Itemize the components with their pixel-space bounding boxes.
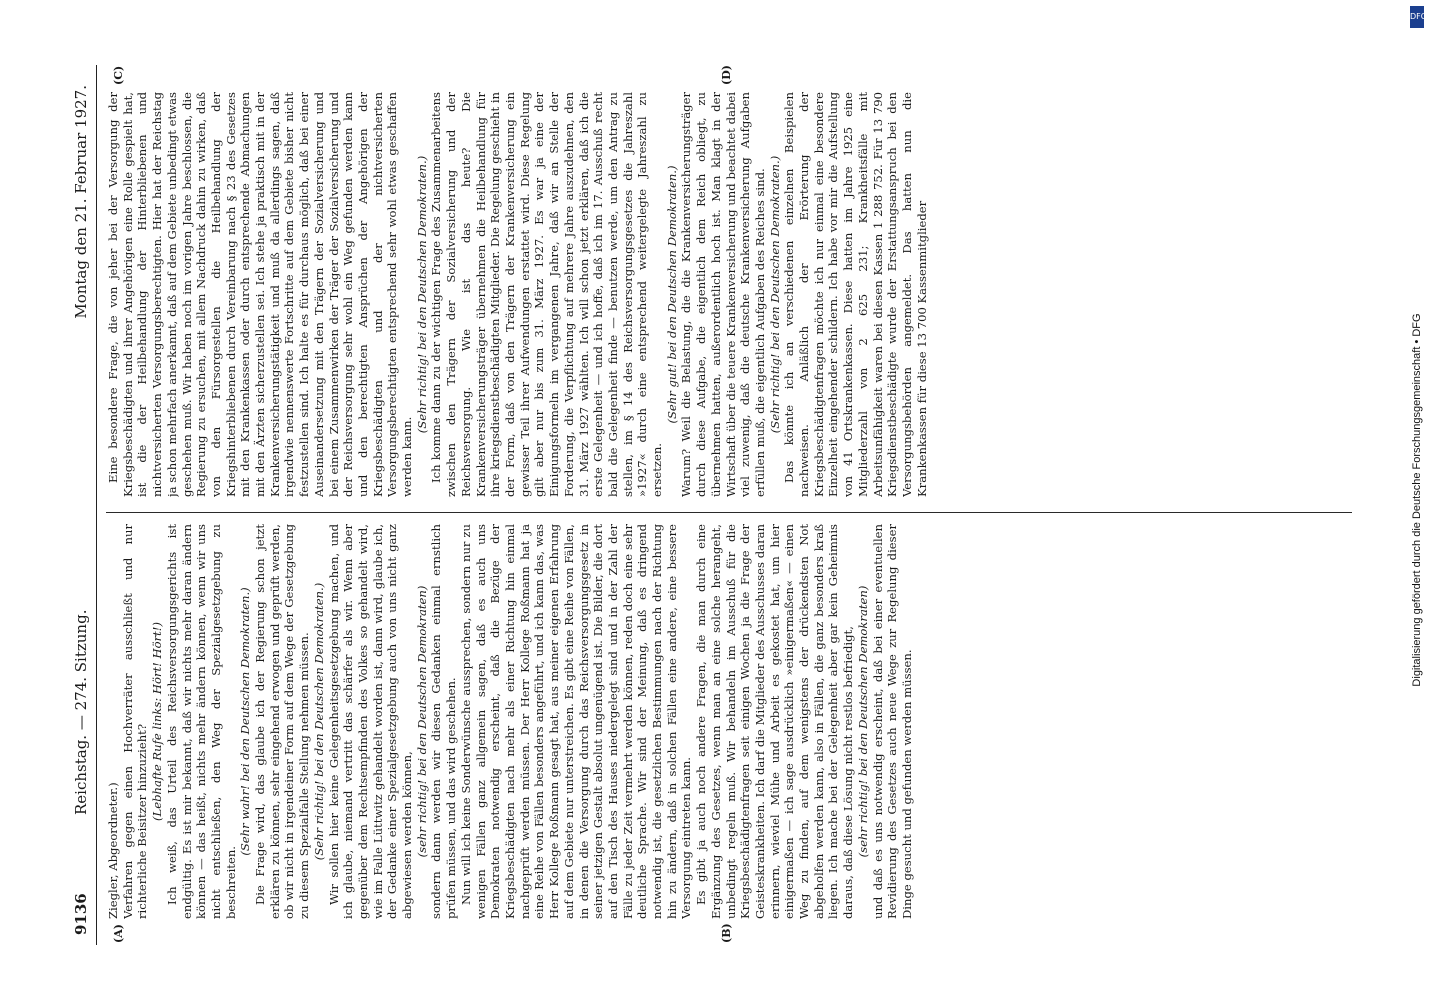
right-running-title: Montag den 21. Februar 1927. xyxy=(72,85,90,319)
paragraph: Ziegler, Abgeordneter.) xyxy=(106,782,120,919)
interjection: (Sehr richtig! bei den Deutschen Demokraten.) xyxy=(311,582,326,861)
paragraph: sondern dann werden wir diesen Gedanken einmal ernstlich prüfen müssen, und das wird geschehen. xyxy=(429,524,459,919)
paragraph: Ich weiß, das Urteil des Reichsversorgungsgerichts ist endgültig. Es ist mir bekannt, daß wir nichts mehr daran ändern können — das heißt, nichts mehr ändern können, wenn wir uns nicht entschließen, den Weg der Spezialgesetzgebung zu beschreiten. xyxy=(164,524,238,919)
page-number: 9136 xyxy=(72,893,90,935)
margin-marker-c: (C) xyxy=(112,65,125,85)
interjection: (Lebhafte Rufe links: Hört! Hört!) xyxy=(150,622,165,821)
document-page xyxy=(70,65,1360,945)
left-running-title: Reichstag. — 274. Sitzung. xyxy=(72,609,90,815)
header-rule xyxy=(96,65,97,945)
page-header xyxy=(70,65,96,945)
paragraph: Eine besondere Frage, die von jeher bei der Versorgung der Kriegsbeschädigten und ihrer Angehörigen eine Rolle gespielt hat, ist die der Heilbehandlung der Hinterbliebenen und nichtversicherten Versorgungsberechtigten. Hier hat der Reichstag ja schon mehrfach anerkannt, daß auf dem Gebiete unbedingt etwas geschehen muß. Wir haben noch im vorigen Jahre beschlossen, die Regierung zu ersuchen, mit allem Nachdruck dahin zu wirken, daß von den Fürsorgestellen die Heilbehandlung der Kriegshinterbliebenen durch Vereinbarung nach § 23 des Gesetzes mit den Krankenkassen oder durch entsprechende Abmachungen mit den Ärzten sicherzustellen sei. Ich stehe ja praktisch mit in der Krankenversicherungstätigkeit und muß da allerdings sagen, daß irgendwie nennenswerte Fortschritte auf dem Gebiete bisher nicht festzustellen sind. Ich halte es für durchaus möglich, daß bei einer Auseinandersetzung mit den Trägern der Sozialversicherung und bei einem Zusammenwirken der Träger der Sozialversicherung und der Reichsversorgung sehr wohl ein Weg gefunden werden kann und den berechtigten Ansprüchen der Angehörigen der Kriegsbeschädigten und der nichtversicherten Versorgungsberechtigten entsprechend sehr wohl etwas geschaffen werden kann. xyxy=(106,92,415,497)
paragraph: Es gibt ja auch noch andere Fragen, die man durch eine Ergänzung des Gesetzes, wenn man an eine solche herangeht, unbedingt regeln muß. Wir behandeln im Ausschuß für die Kriegsbeschädigtenfragen seit einigen Wochen ja die Frage der Geisteskrankheiten. Ich darf die Mitglieder des Ausschusses daran erinnern, wieviel Mühe und Arbeit es gekostet hat, um hier einigermaßen — ich sage ausdrücklich »einigermaßen« — einen Weg zu finden, auf dem wenigstens der drückendsten Not abgeholfen werden kann, also in Fällen, die ganz besonders kraß liegen. Ich mache bei der Gelegenheit aber gar kein Geheimnis daraus, daß diese Lösung nicht restlos befriedigt, xyxy=(694,524,856,919)
paragraph: Das könnte ich an verschiedenen einzelnen Beispielen nachweisen. Anläßlich der Erörterung der Kriegsbeschädigtenfragen möchte ich nur einmal eine besondere Einzelheit eingehender schildern. Ich habe vor mir die Aufstellung von 41 Ortskrankenkassen. Diese hatten im Jahre 1925 eine Mitgliederzahl von 2 625 231; Krankheitsfälle mit Arbeitsunfähigkeit waren bei diesen Kassen 1 288 752. Für 13 790 Kriegsdienstbeschädigte wurde der Erstattungsanspruch bei den Versorgungsbehörden angemeldet. Das hatten nun die Krankenkassen für diese 13 700 Kassenmitglieder xyxy=(782,92,929,497)
margin-marker-b: (B) xyxy=(720,923,733,943)
interjection: (Sehr richtig! bei den Deutschen Demokraten.) xyxy=(767,155,782,434)
paragraph: Die Frage wird, das glaube ich der Regierung schon jetzt erklären zu können, sehr eingehend erwogen und geprüft werden, ob wir nicht in irgendeiner Form auf dem Wege der Gesetzgebung zu diesem Spezialfalle Stellung nehmen müssen. xyxy=(253,524,312,919)
rotated-page-wrapper xyxy=(70,65,1360,945)
paragraph: und daß es uns notwendig erscheint, daß bei einer eventuellen Revidierung des Gesetzes auch neue Wege zur Regelung dieser Dinge gesucht und gefunden werden müssen. xyxy=(870,524,914,919)
paragraph: Nun will ich keine Sonderwünsche aussprechen, sondern nur zu wenigen Fällen ganz allgemein sagen, daß es auch uns Demokraten notwendig erscheint, daß die Bezüge der Kriegsbeschädigten nach mehr als einer Richtung hin einmal nachgeprüft werden müssen. Der Herr Kollege Roßmann hat ja eine Reihe von Fällen besonders angeführt, und ich kann das, was Herr Kollege Roßmann gesagt hat, aus meiner eigenen Erfahrung auf dem Gebiete nur unterstreichen. Es gibt eine Reihe von Fällen, in denen die Versorgung durch das Reichsversorgungsgesetz in seiner jetzigen Gestalt absolut ungenügend ist. Die Bilder, die dort auf den Tisch des Hauses niedergelegt sind und in der Zahl der Fälle zu jeder Zeit vermehrt werden können, reden doch eine sehr deutliche Sprache. Wir sind der Meinung, daß es dringend notwendig ist, die gesetzlichen Bestimmungen nach der Richtung hin zu ändern, daß in solchen Fällen eine andere, eine bessere Versorgung eintreten kann. xyxy=(458,524,694,919)
right-column xyxy=(106,92,1352,497)
left-column xyxy=(106,524,1352,919)
margin-marker-d: (D) xyxy=(720,65,733,85)
paragraph: Verfahren gegen einen Hochverräter ausschließt und nur richterliche Beisitzer hinzuzieht? xyxy=(120,524,150,919)
dfg-logo: DFG xyxy=(1410,6,1424,28)
paragraph: Ich komme dann zu der wichtigen Frage des Zusammenarbeitens zwischen den Trägern der Sozialversicherung und der Reichsversorgung. Wie ist das heute? Die Krankenversicherungsträger übernehmen die Heilbehandlung für ihre kriegsdienstbeschädigten Mitglieder. Die Regelung geschieht in der Form, daß von den Trägern der Krankenversicherung ein gewisser Teil ihrer Aufwendungen erstattet wird. Diese Regelung gilt aber nur bis zum 31. März 1927. Es war ja eine der Einigungsformeln im vergangenen Jahre, daß wir an Stelle der Forderung, die Verpflichtung auf mehrere Jahre auszudehnen, den 31. März 1927 wählten. Ich will schon jetzt erklären, daß ich die erste Gelegenheit — und ich hoffe, daß ich im 17. Ausschuß recht bald die Gelegenheit finde — benutzen werde, um den Antrag zu stellen, im § 14 des Reichsversorgungsgesetzes die Jahreszahl »1927« durch eine entsprechend weitergelegte Jahreszahl zu ersetzen. xyxy=(429,92,665,497)
interjection: (Sehr gut! bei den Deutschen Demokraten.) xyxy=(664,165,679,424)
digitization-strip xyxy=(1404,0,1432,1000)
paragraph: Wir sollen hier keine Gelegenheitsgesetzgebung machen, und ich glaube, niemand vertritt das schärfer als wir. Wenn aber gegenüber dem Rechtsempfinden des Volkes so gehandelt wird, wie im Falle Lüttwitz gehandelt worden ist, dann wird, glaube ich, der Gedanke einer Spezialgesetzgebung auch von uns nicht ganz abgewiesen werden können, xyxy=(326,524,415,919)
digitization-credit: Digitalisierung gefördert durch die Deutsche Forschungsgemeinschaft • DFG xyxy=(1411,313,1423,687)
paragraph: Warum? Weil die Belastung, die die Krankenversicherungsträger durch diese Aufgabe, die eigentlich dem Reich obliegt, zu übernehmen hatten, außerordentlich hoch ist. Man klagt in der Wirtschaft über die teuere Krankenversicherung und beachtet dabei viel zuwenig, daß die deutsche Krankenversicherung Aufgaben erfüllen muß, die eigentlich Aufgaben des Reiches sind. xyxy=(679,92,767,497)
interjection: (Sehr richtig! bei den Deutschen Demokraten.) xyxy=(414,155,429,434)
column-divider xyxy=(106,512,1352,513)
interjection: (sehr richtig! bei den Deutschen Demokraten) xyxy=(855,585,870,858)
interjection: (Sehr wahr! bei den Deutschen Demokraten.) xyxy=(238,587,253,856)
interjection: (sehr richtig! bei den Deutschen Demokraten) xyxy=(414,585,429,858)
margin-marker-a: (A) xyxy=(112,924,125,943)
